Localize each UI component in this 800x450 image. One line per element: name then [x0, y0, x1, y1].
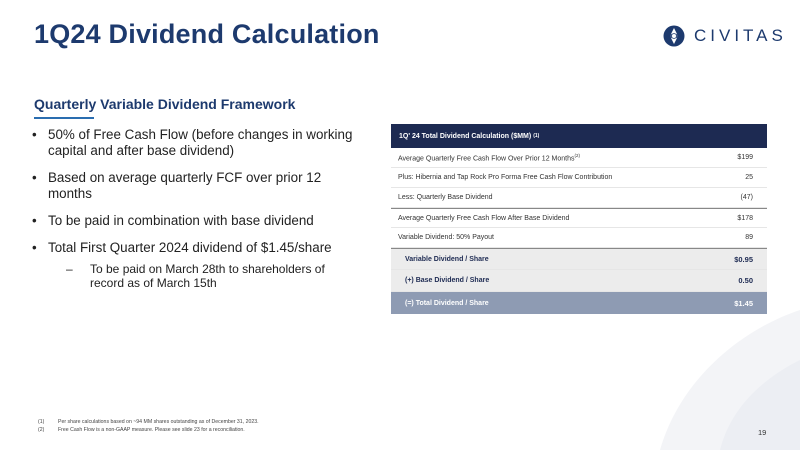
civitas-logo-icon	[662, 24, 686, 48]
bullet-item: • Based on average quarterly FCF over prior 12 months	[32, 170, 322, 201]
page-title: 1Q24 Dividend Calculation	[34, 19, 380, 49]
bullet-item: • Total First Quarter 2024 dividend of $1.45/share	[32, 240, 332, 255]
subtitle-underline	[34, 117, 94, 119]
table-row: Average Quarterly Free Cash Flow After Base Dividend $178	[391, 208, 767, 228]
table-row: Less: Quarterly Base Dividend (47)	[391, 188, 767, 208]
table-row: Average Quarterly Free Cash Flow Over Prior 12 Months$^{(2)}$ $199	[391, 148, 767, 168]
footnote: (2) Free Cash Flow is a non-GAAP measure. Please see slide 23 for a reconciliation.	[38, 427, 245, 433]
table-row-total-dividend: (=) Total Dividend / Share $1.45	[391, 292, 767, 314]
sub-bullet-item: – To be paid on March 28th to shareholders of record as of March 15th	[66, 262, 325, 290]
table-row: Variable Dividend: 50% Payout 89	[391, 228, 767, 248]
table-row: Plus: Hibernia and Tap Rock Pro Forma Free Cash Flow Contribution 25	[391, 168, 767, 188]
corner-decoration	[620, 290, 800, 450]
footnote: (1) Per share calculations based on ~94 MM shares outstanding as of December 31, 2023.	[38, 419, 259, 425]
page-number: 19	[758, 428, 767, 437]
company-logo	[662, 24, 787, 48]
table-row-variable-dividend: Variable Dividend / Share $0.95	[391, 248, 767, 270]
bullet-list	[32, 127, 362, 267]
table-row-base-dividend: (+) Base Dividend / Share 0.50	[391, 270, 767, 292]
logo-text: CIVITAS	[694, 26, 787, 45]
bullet-item: • 50% of Free Cash Flow (before changes in working capital and after base dividend)	[32, 127, 353, 158]
bullet-item: • To be paid in combination with base dividend	[32, 213, 314, 228]
table-header: 1Q' 24 Total Dividend Calculation ($MM) (1)	[391, 124, 767, 148]
dividend-table	[391, 124, 767, 314]
section-subtitle: Quarterly Variable Dividend Framework	[34, 96, 296, 112]
footnotes	[38, 418, 259, 434]
